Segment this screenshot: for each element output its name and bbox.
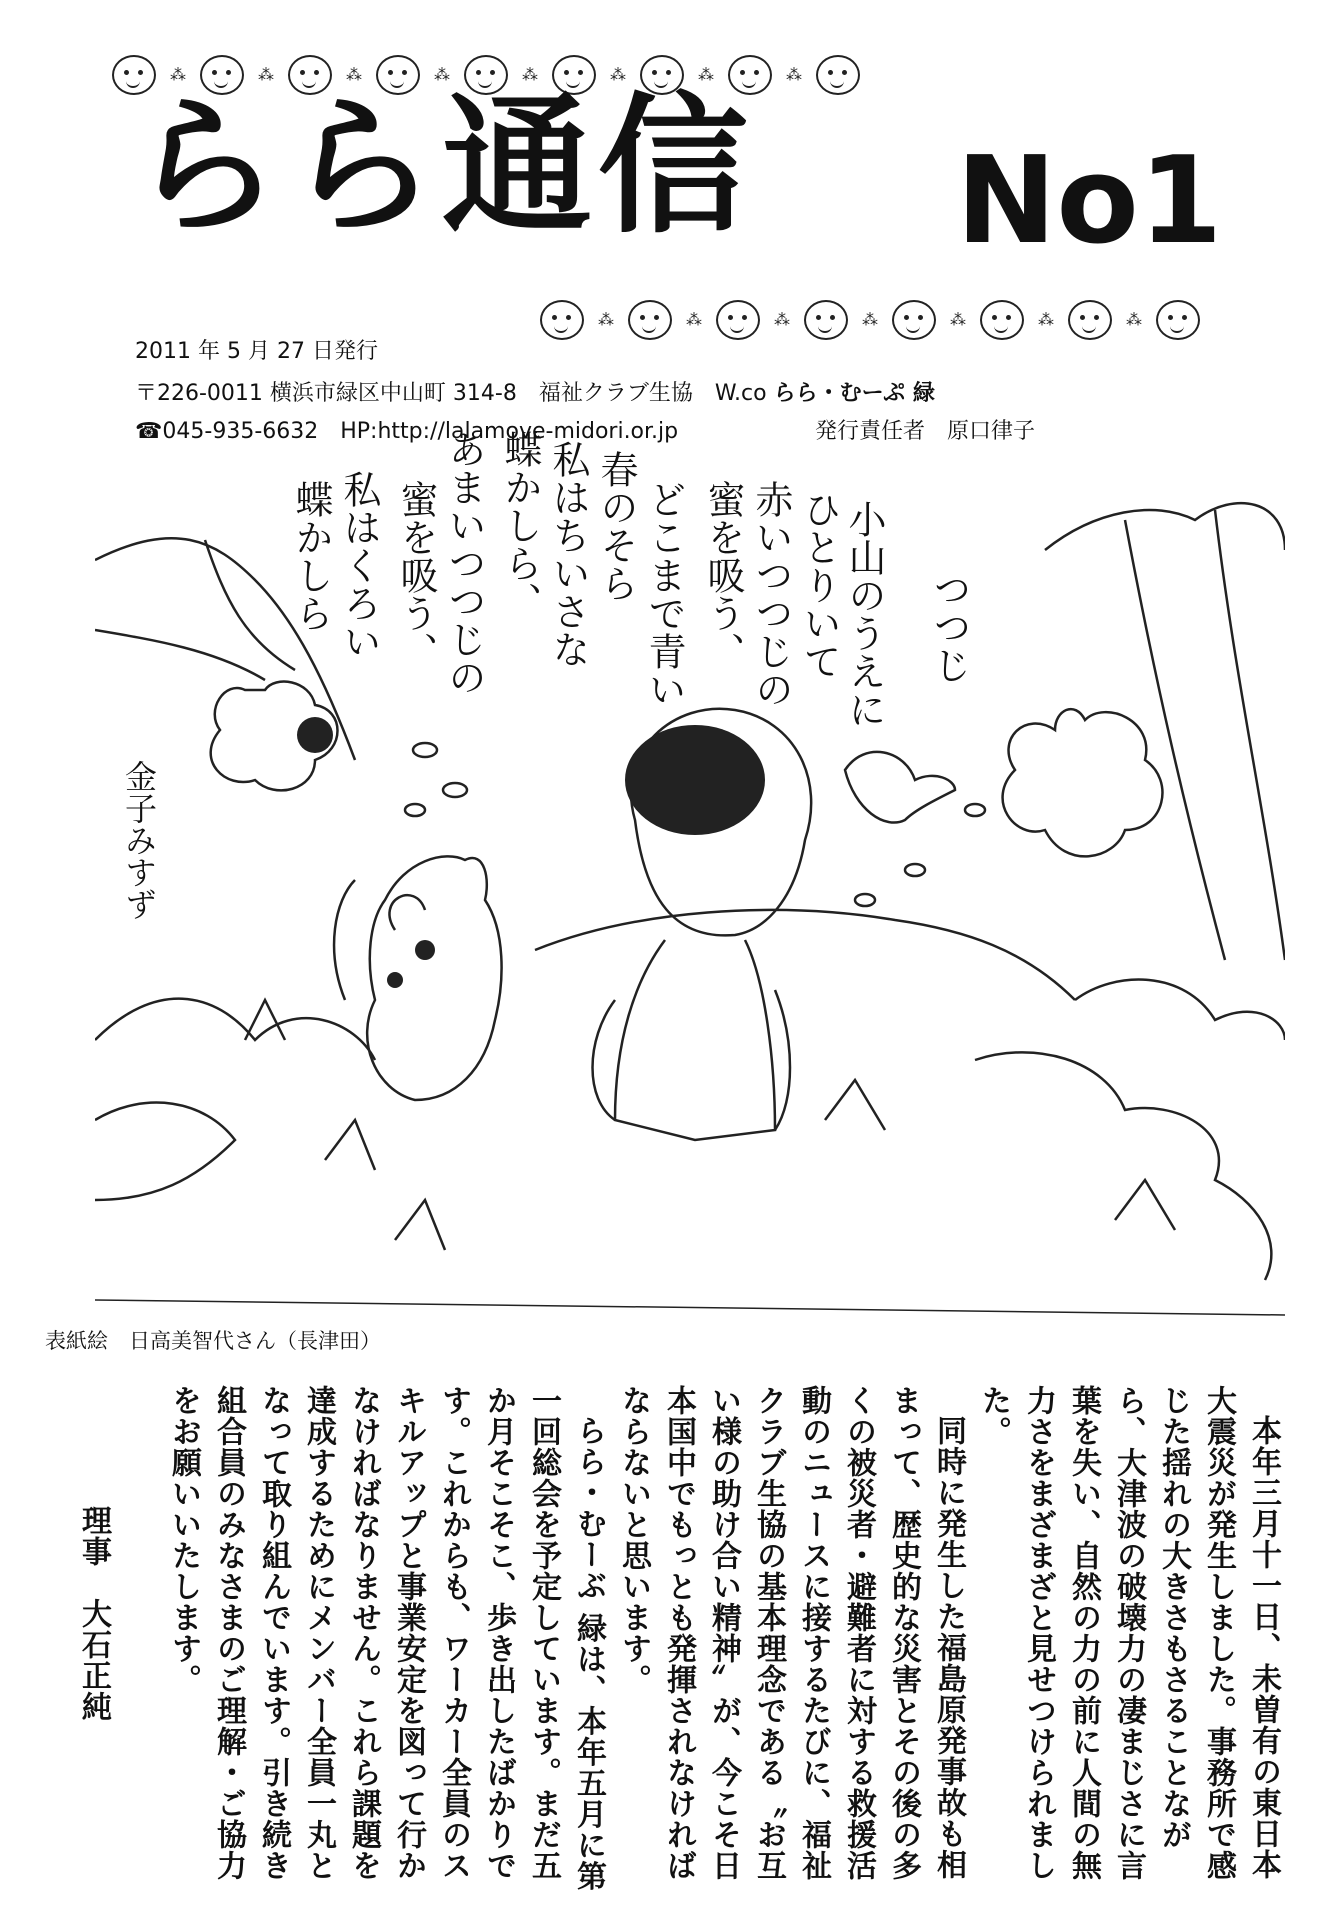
poem-line-5: どこまで青い [642, 480, 686, 708]
smiling-face-icon [1068, 300, 1112, 340]
issue-date: 2011 年 5 月 27 日発行 [135, 339, 378, 364]
phone-web: ☎045-935-6632 HP:http://lalamove-midori.or.jp [135, 419, 679, 444]
artist-signature: 金子みすず [120, 760, 158, 920]
address-text: 〒226-0011 横浜市緑区中山町 314-8 福祉クラブ生協 W.co [135, 381, 767, 406]
poem-line-2: ひとりいて [797, 490, 841, 680]
smiling-face-icon [1156, 300, 1200, 340]
smiling-face-icon [892, 300, 936, 340]
poem-line-6: 春のそら [594, 450, 638, 602]
smiling-face-icon [816, 55, 860, 95]
smiling-face-icon [980, 300, 1024, 340]
flower-sprig-icon: ⁂ [170, 65, 186, 84]
flower-sprig-icon: ⁂ [1126, 310, 1142, 329]
flower-sprig-icon: ⁂ [258, 65, 274, 84]
poem-line-8: 蝶かしら、 [498, 430, 542, 620]
flower-sprig-icon: ⁂ [686, 310, 702, 329]
poem-line-11: 私はくろい [337, 470, 381, 660]
poem-line-3: 赤いつつじの [749, 480, 793, 708]
poem-line-12: 蝶かしら [289, 480, 333, 632]
article-body [71, 1385, 1286, 1905]
flower-sprig-icon: ⁂ [346, 65, 362, 84]
flower-sprig-icon: ⁂ [774, 310, 790, 329]
flower-sprig-icon: ⁂ [522, 65, 538, 84]
flower-sprig-icon: ⁂ [434, 65, 450, 84]
cover-caption: 表紙絵 日高美智代さん（長津田） [45, 1329, 381, 1353]
flower-sprig-icon: ⁂ [610, 65, 626, 84]
smiling-face-icon [716, 300, 760, 340]
header-face-row-bottom [540, 300, 1200, 340]
flower-sprig-icon: ⁂ [786, 65, 802, 84]
smiling-face-icon [628, 300, 672, 340]
cover-drawing [95, 480, 1285, 1330]
article-paragraph: らら・むーぶ 緑は、本年五月に第一回総会を予定しています。まだ五か月そこそこ、歩き出したばかりです。これからも、ワーカー全員のスキルアップと事業安定を図って行かなければなりません。これら課題を達成するためにメンバー全員一丸となって取り組んでいます。引き続き組合員のみなさまのご理解・ご協力をお願いいたします。 [166, 1385, 606, 1892]
contact-line [135, 418, 678, 446]
issue-number: No1 [956, 132, 1223, 271]
poem-title: つつじ [927, 570, 971, 684]
smiling-face-icon [804, 300, 848, 340]
poem-line-9: あまいつつじの [442, 430, 486, 696]
org-name: らら・むーぷ 緑 [773, 381, 935, 406]
article-paragraph: 本年三月十一日、未曽有の東日本大震災が発生しました。事務所で感じた揺れの大きさもさることながら、大津波の破壊力の凄まじさに言葉を失い、自然の力の前に人間の無力さをまざまざと見せつけられました。 [976, 1385, 1281, 1881]
publisher: 発行責任者 原口律子 [815, 419, 1036, 444]
poem-line-7: 私はちいさな [546, 440, 590, 668]
poem-line-10: 蜜を吸う、 [394, 480, 438, 670]
article-signature: 理事 大石正純 [76, 1505, 111, 1722]
smiling-face-icon [540, 300, 584, 340]
poem-line-4: 蜜を吸う、 [701, 480, 745, 670]
flower-sprig-icon: ⁂ [1038, 310, 1054, 329]
flower-sprig-icon: ⁂ [862, 310, 878, 329]
address-line [135, 380, 935, 408]
flower-sprig-icon: ⁂ [598, 310, 614, 329]
newsletter-title: らら通信 [130, 80, 755, 254]
article-paragraph: 同時に発生した福島原発事故も相まって、歴史的な災害とその後の多くの被災者・避難者に対する救援活動のニュースに接するたびに、福祉クラブ生協の基本理念である〝お互い様の助け合い精神〟が、今こそ日本国中でもっとも発揮されなければならないと思います。 [616, 1385, 966, 1881]
poem-line-1: 小山のうえに [842, 500, 886, 728]
flower-sprig-icon: ⁂ [698, 65, 714, 84]
flower-sprig-icon: ⁂ [950, 310, 966, 329]
